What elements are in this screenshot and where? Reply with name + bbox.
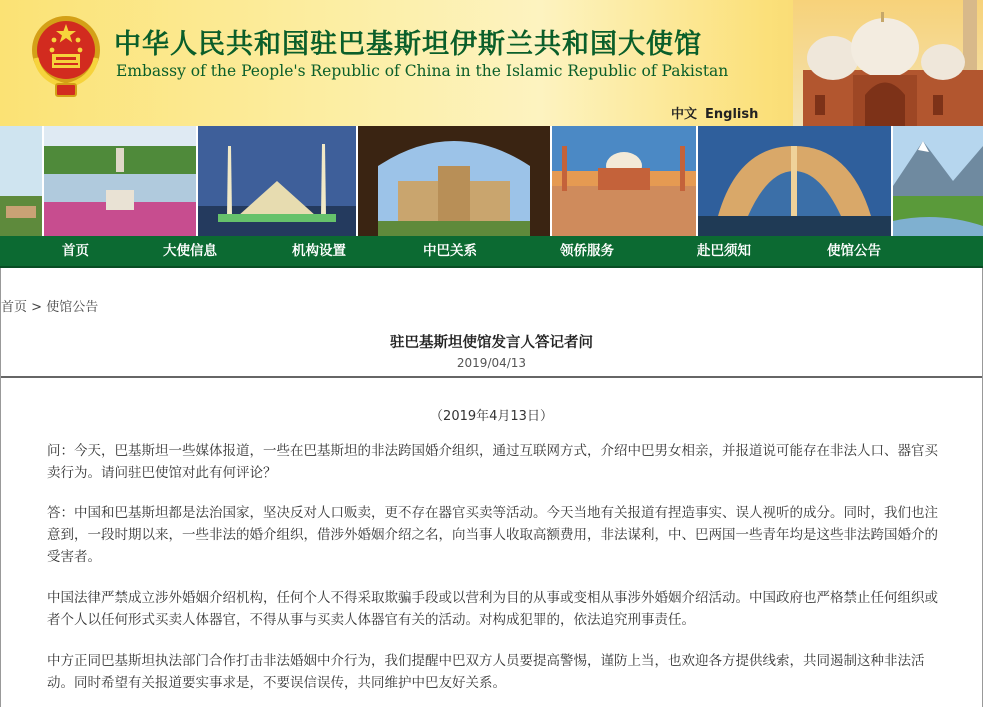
title-divider xyxy=(1,376,982,378)
main-nav xyxy=(0,236,983,268)
article-container xyxy=(0,268,983,707)
nav-item-china-pakistan-relations[interactable]: 中巴关系 xyxy=(423,243,477,259)
site-title-chinese: 中华人民共和国驻巴基斯坦伊斯兰共和国大使馆 xyxy=(114,29,702,60)
header-banner xyxy=(0,0,983,126)
landmark-photo xyxy=(0,126,42,236)
article-paragraph: 中方正同巴基斯坦执法部门合作打击非法婚姻中介行为，我们提醒中巴双方人员要提高警惕，谨防上当，也欢迎各方提供线索，共同遏制这种非法活动。同时希望有关报道要实事求是，不要误信误传，共同维护中巴友好关系。 xyxy=(47,653,925,691)
lahore-fort-photo xyxy=(358,126,550,236)
nav-item-travel-notice[interactable]: 赴巴须知 xyxy=(697,243,751,259)
language-switcher xyxy=(671,103,758,122)
article-paragraph: 答：中国和巴基斯坦都是法治国家，坚决反对人口贩卖，更不存在器官买卖等活动。今天当地有关报道有捏造事实、误人视听的成分。同时，我们也注意到，一段时期以来，一些非法的婚介组织，借涉外婚姻介绍之名，向当事人收取高额费用，非法谋利，中、巴两国一些青年均是这些非法跨国婚介的受害者。 xyxy=(47,505,938,565)
shalimar-gardens-photo xyxy=(44,126,196,236)
nav-item-consular-services[interactable]: 领侨服务 xyxy=(560,243,614,259)
faisal-mosque-photo xyxy=(198,126,356,236)
article-title: 驻巴基斯坦使馆发言人答记者问 xyxy=(390,335,593,351)
photo-strip xyxy=(0,126,983,236)
breadcrumb-home-link[interactable]: 首页 xyxy=(1,300,28,315)
breadcrumb-current-link[interactable]: 使馆公告 xyxy=(46,300,99,315)
article-date: 2019/04/13 xyxy=(456,356,527,370)
northern-valley-photo xyxy=(893,126,983,236)
badshahi-mosque-photo xyxy=(552,126,696,236)
nav-item-ambassador[interactable]: 大使信息 xyxy=(163,243,217,259)
nav-item-organization[interactable]: 机构设置 xyxy=(292,243,346,259)
national-emblem-icon xyxy=(30,10,102,98)
breadcrumb-separator: > xyxy=(31,300,43,315)
nav-item-announcements[interactable]: 使馆公告 xyxy=(827,243,881,259)
pakistan-monument-photo xyxy=(698,126,891,236)
site-title-english: Embassy of the People's Republic of China in the Islamic Republic of Pakistan xyxy=(116,62,729,80)
article-paragraph: 中国法律严禁成立涉外婚姻介绍机构，任何个人不得采取欺骗手段或以营利为目的从事或变相从事涉外婚姻介绍活动。中国政府也严格禁止任何组织或者个人以任何形式买卖人体器官，不得从事与买卖人体器官有关的活动。对构成犯罪的，依法追究刑事责任。 xyxy=(47,590,938,628)
article-date-line: （2019年4月13日） xyxy=(430,409,553,424)
article-paragraph: 问：今天，巴基斯坦一些媒体报道，一些在巴基斯坦的非法跨国婚介组织，通过互联网方式，介绍中巴男女相亲，并报道说可能存在非法人口、器官买卖行为。请问驻巴使馆对此有何评论？ xyxy=(47,443,938,481)
lang-english-link[interactable]: English xyxy=(705,107,759,122)
breadcrumb xyxy=(1,296,98,315)
lang-chinese-link[interactable]: 中文 xyxy=(671,107,698,122)
badshahi-mosque-image xyxy=(793,0,983,126)
nav-item-home[interactable]: 首页 xyxy=(62,243,89,259)
